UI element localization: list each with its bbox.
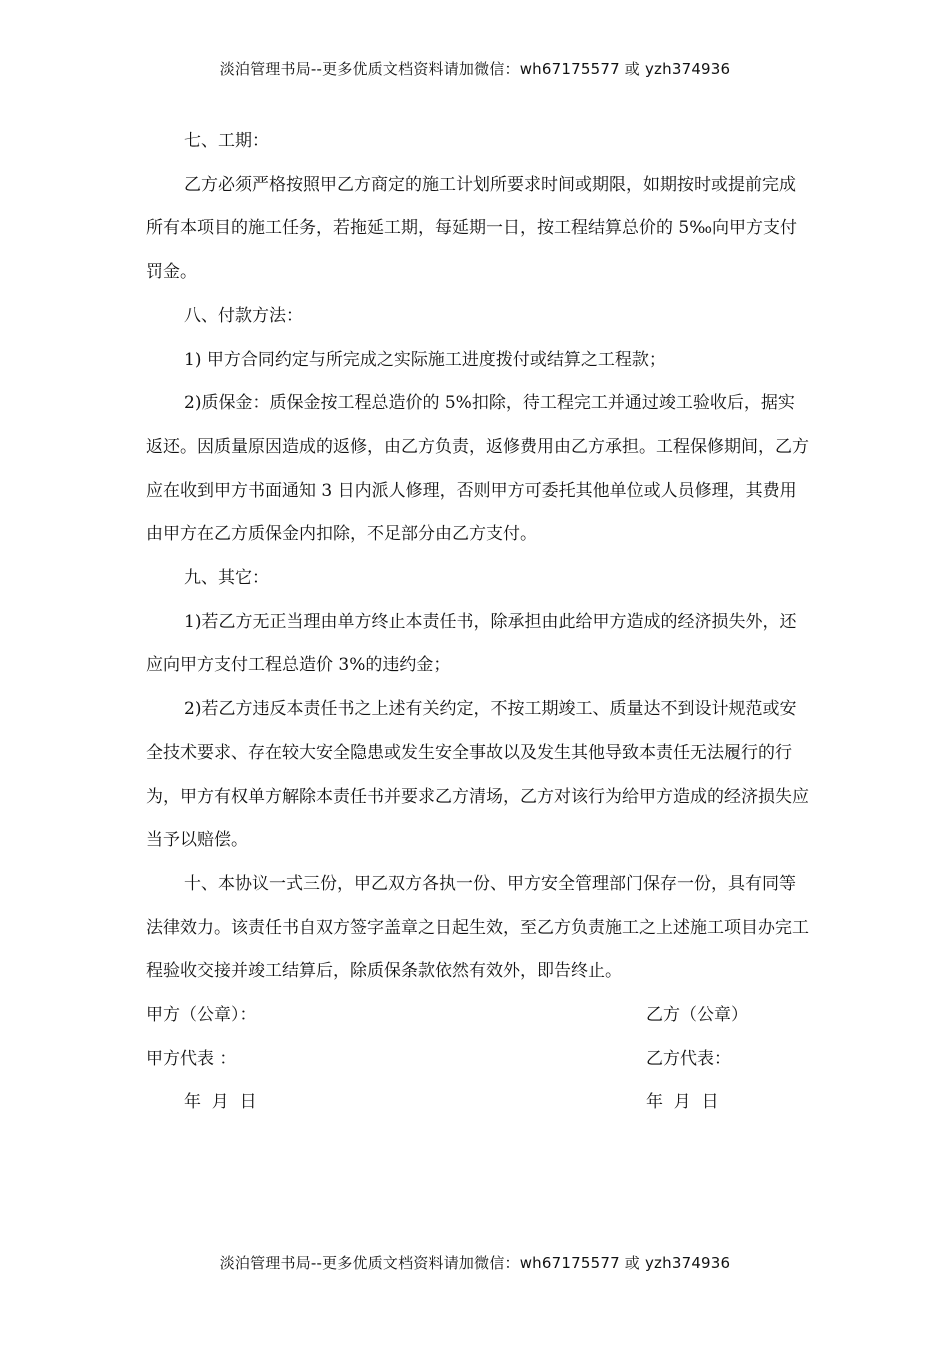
party-a-representative-label: 甲方代表 ： <box>146 1048 237 1069</box>
page-header-watermark: 淡泊管理书局--更多优质文档资料请加微信：wh67175577 或 yzh374936 <box>219 60 731 78</box>
page-footer-watermark: 淡泊管理书局--更多优质文档资料请加微信：wh67175577 或 yzh374936 <box>219 1254 731 1272</box>
party-b-representative-label: 乙方代表： <box>646 1048 731 1069</box>
signature-date-row <box>146 1081 810 1125</box>
section-8-heading: 八、付款方法： <box>184 305 303 326</box>
section-9-heading: 九、其它： <box>184 568 269 589</box>
section-7-body: 乙方必须严格按照甲乙方商定的施工计划所要求时间或期限，如期按时或提前完成所有本项目的施工任务，若拖延工期，每延期一日，按工程结算总价的 5‰向甲方支付罚金。 <box>146 174 798 283</box>
party-a-date-label: 年 月 日 <box>184 1092 257 1113</box>
party-b-seal-label: 乙方（公章） <box>646 1005 748 1026</box>
section-7-heading: 七、工期： <box>184 131 269 151</box>
section-9-item-1: 1)若乙方无正当理由单方终止本责任书，除承担由此给甲方造成的经济损失外，还应向甲方支付工程总造价 3%的违约金； <box>146 611 797 676</box>
party-b-date-label: 年 月 日 <box>646 1092 719 1113</box>
signature-seal-row <box>146 994 810 1038</box>
section-10-body: 十、本协议一式三份，甲乙双方各执一份、甲方安全管理部门保存一份，具有同等法律效力。该责任书自双方签字盖章之日起生效，至乙方负责施工之上述施工项目办完工程验收交接并竣工结算后，除质保条款依然有效外，即告终止。 <box>146 873 809 982</box>
signature-representative-row <box>146 1038 810 1082</box>
document-body <box>146 120 810 1125</box>
section-8-item-1: 1) 甲方合同约定与所完成之实际施工进度拨付或结算之工程款； <box>184 349 666 370</box>
party-a-seal-label: 甲方（公章）： <box>146 1005 257 1026</box>
section-8-item-2: 2)质保金：质保金按工程总造价的 5%扣除，待工程完工并通过竣工验收后，据实返还。因质量原因造成的返修，由乙方负责，返修费用由乙方承担。工程保修期间，乙方应在收到甲方书面通知 3 日内派人修理，否则甲方可委托其他单位或人员修理，其费用由甲方在乙方质保金内扣除，不足部分由乙方支付。 <box>146 393 809 545</box>
section-9-item-2: 2)若乙方违反本责任书之上述有关约定，不按工期竣工、质量达不到设计规范或安全技术要求、存在较大安全隐患或发生安全事故以及发生其他导致本责任无法履行的行为，甲方有权单方解除本责任书并要求乙方清场，乙方对该行为给甲方造成的经济损失应当予以赔偿。 <box>146 699 809 851</box>
